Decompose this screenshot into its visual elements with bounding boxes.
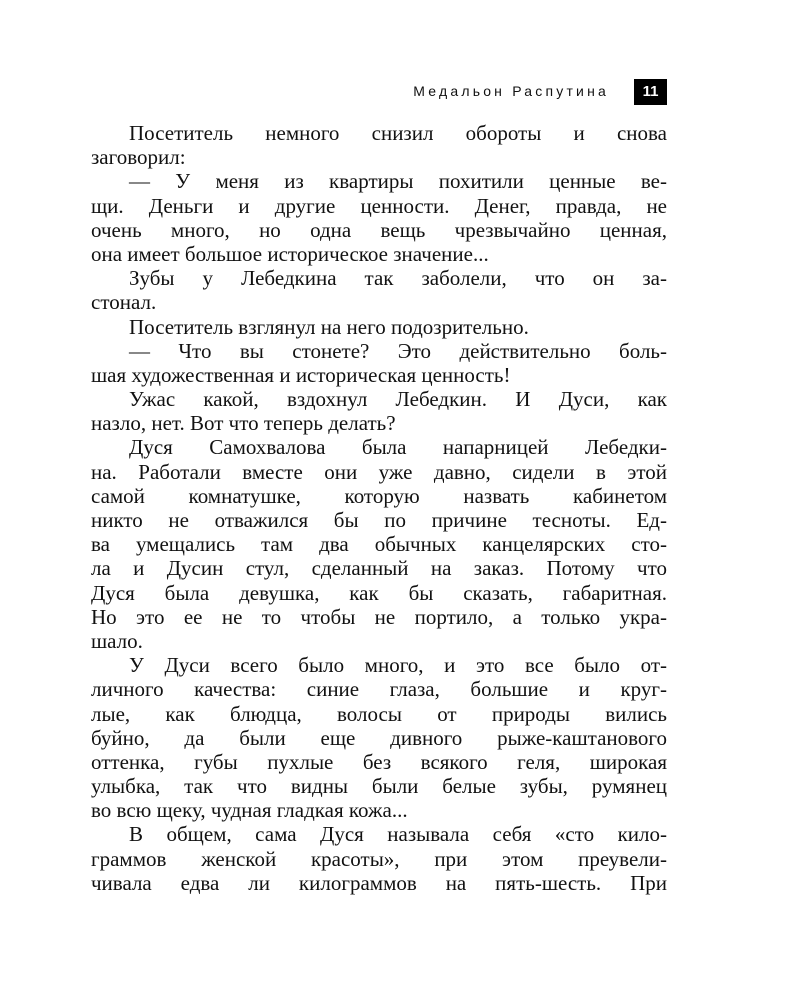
- text-line: во всю щеку, чудная гладкая кожа...: [91, 798, 408, 823]
- text-line: В общем, сама Дуся называла себя «сто кило-: [129, 822, 667, 847]
- text-line: никто не отважился бы по причине тесноты. Ед-: [91, 508, 667, 532]
- text-line: ла и Дусин стул, сделанный на заказ. Потому что: [91, 556, 667, 581]
- text-line: Дуся была девушка, как бы сказать, габаритная.: [91, 580, 667, 605]
- text-line: назло, нет. Вот что теперь делать?: [91, 411, 396, 436]
- text-line: ва умещались там два обычных канцелярских сто-: [91, 532, 667, 557]
- text-line: Посетитель немного снизил обороты и снова: [129, 121, 667, 145]
- text-line: Дуся Самохвалова была напарницей Лебедки-: [129, 435, 667, 460]
- text-line: на. Работали вместе они уже давно, сидели в этой: [91, 459, 667, 484]
- text-line: Зубы у Лебедкина так заболели, что он за-: [129, 266, 667, 291]
- text-line: буйно, да были еще дивного рыже-каштанового: [91, 725, 667, 750]
- text-line: щи. Деньги и другие ценности. Денег, правда, не: [91, 193, 667, 218]
- text-line: улыбка, так что видны были белые зубы, румянец: [91, 774, 667, 799]
- text-line: шая художественная и историческая ценность!: [91, 362, 511, 387]
- text-line: самой комнатушке, которую назвать кабинетом: [91, 483, 667, 508]
- text-line: — Что вы стонете? Это действительно боль-: [129, 338, 667, 363]
- running-title: Медальон Распутина: [413, 83, 609, 99]
- text-line: стонал.: [91, 290, 157, 315]
- text-line: заговорил:: [91, 145, 186, 170]
- body-text: [91, 121, 667, 895]
- page-number: 11: [634, 79, 667, 105]
- text-line: очень много, но одна вещь чрезвычайно ценная,: [91, 217, 667, 242]
- page-header: [120, 79, 667, 105]
- text-line: У Дуси всего было много, и это все было от-: [129, 653, 667, 678]
- text-line: Но это ее не то чтобы не портило, а только укра-: [91, 604, 667, 629]
- text-line: Ужас какой, вздохнул Лебедкин. И Дуси, как: [129, 387, 667, 412]
- text-line: чивала едва ли килограммов на пять-шесть. При: [91, 870, 667, 895]
- text-line: граммов женской красоты», при этом преувели-: [91, 846, 667, 871]
- text-line: личного качества: синие глаза, большие и круг-: [91, 677, 667, 702]
- text-line: Посетитель взглянул на него подозрительно.: [129, 314, 529, 339]
- text-line: она имеет большое историческое значение...: [91, 241, 489, 266]
- text-line: оттенка, губы пухлые без всякого геля, широкая: [91, 749, 667, 774]
- text-line: лые, как блюдца, волосы от природы вились: [91, 701, 667, 726]
- text-line: — У меня из квартиры похитили ценные ве-: [129, 169, 667, 194]
- text-line: шало.: [91, 628, 143, 653]
